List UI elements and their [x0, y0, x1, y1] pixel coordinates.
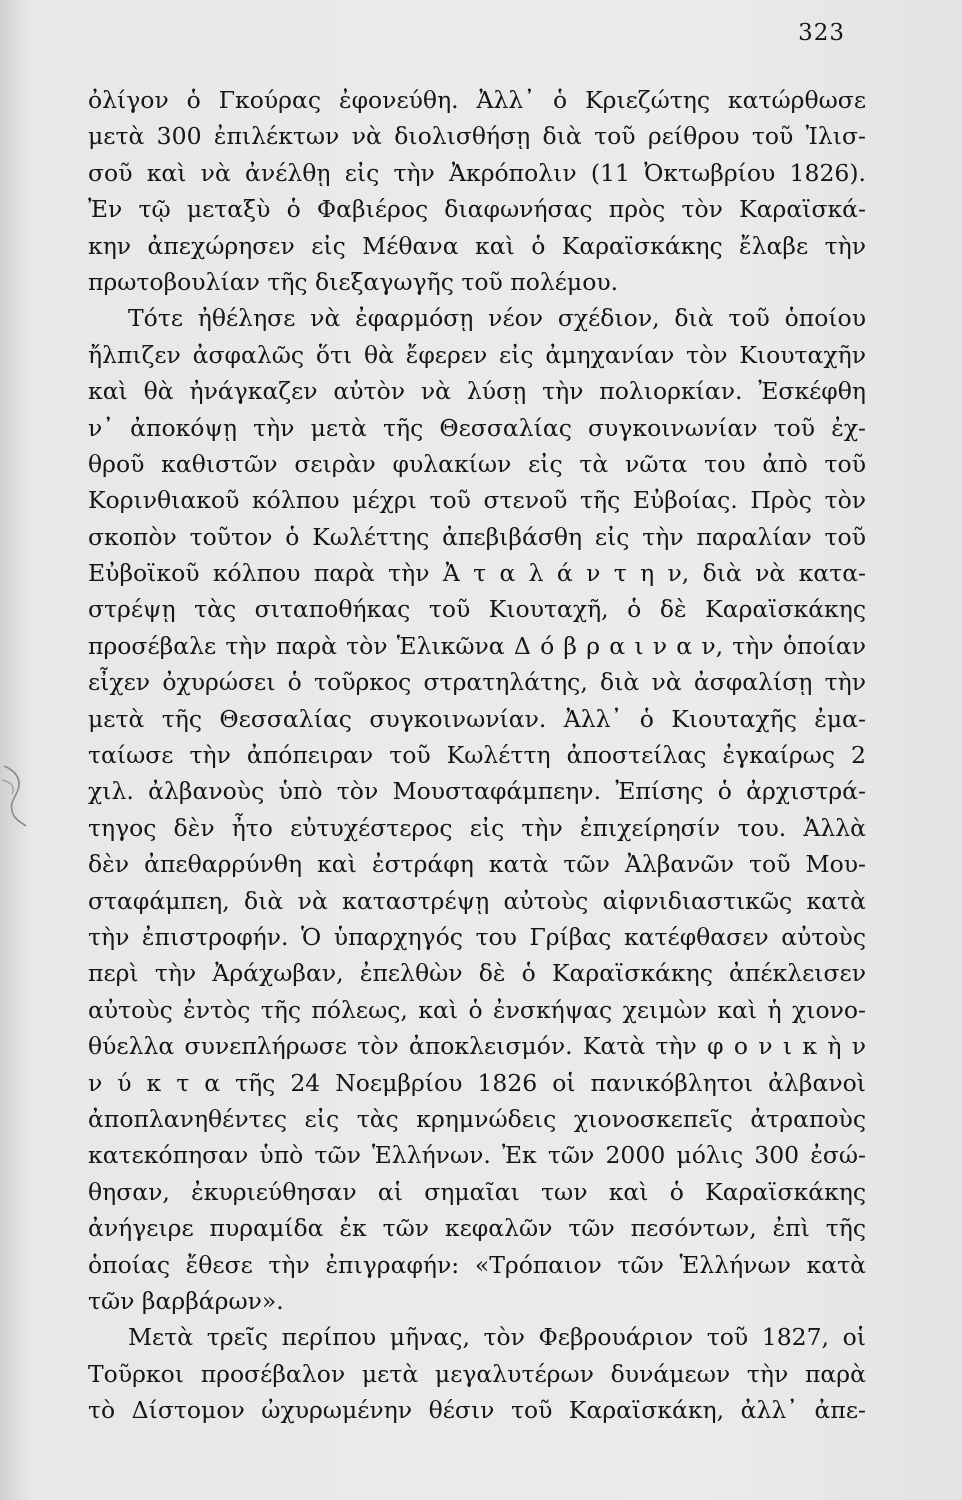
text-line: τὸ Δίστομον ὠχυρωμένην θέσιν τοῦ Καραϊσκάκη, ἀλλ᾽ ἀπε-	[88, 1396, 866, 1425]
text-line: ἀποπλανηθέντες εἰς τὰς κρημνώδεις χιονοσκεπεῖς ἀτραποὺς	[88, 1104, 866, 1133]
text-line: καὶ θὰ ἠνάγκαζεν αὐτὸν νὰ λύσῃ τὴν πολιορκίαν. Ἐσκέφθη	[88, 377, 866, 406]
text-line: δὲν ἀπεθαρρύνθη καὶ ἐστράφη κατὰ τῶν Ἀλβανῶν τοῦ Μου-	[88, 850, 866, 879]
text-line: εἶχεν ὀχυρώσει ὁ τοῦρκος στρατηλάτης, διὰ νὰ ἀσφαλίσῃ τὴν	[88, 668, 866, 697]
text-line: Τοῦρκοι προσέβαλον μετὰ μεγαλυτέρων δυνάμεων τὴν παρὰ	[88, 1359, 866, 1388]
text-line: κην ἀπεχώρησεν εἰς Μέθανα καὶ ὁ Καραϊσκάκης ἔλαβε τὴν	[88, 231, 866, 260]
text-line: κατεκόπησαν ὑπὸ τῶν Ἑλλήνων. Ἐκ τῶν 2000 μόλις 300 ἐσώ-	[88, 1141, 866, 1170]
text-line: ἀνήγειρε πυραμίδα ἐκ τῶν κεφαλῶν τῶν πεσόντων, ἐπὶ τῆς	[88, 1214, 866, 1243]
text-line: θροῦ καθιστῶν σειρὰν φυλακίων εἰς τὰ νῶτα του ἀπὸ τοῦ	[88, 449, 866, 478]
text-line: Κορινθιακοῦ κόλπου μέχρι τοῦ στενοῦ τῆς Εὐβοίας. Πρὸς τὸν	[88, 486, 866, 515]
text-line: θησαν, ἐκυριεύθησαν αἱ σημαῖαι των καὶ ὁ Καραϊσκάκης	[88, 1177, 866, 1206]
text-line: αὐτοὺς ἐντὸς τῆς πόλεως, καὶ ὁ ἐνσκήψας χειμὼν καὶ ἡ χιονο-	[88, 995, 866, 1024]
text-line: ν᾽ ἀποκόψῃ τὴν μετὰ τῆς Θεσσαλίας συγκοινωνίαν τοῦ ἐχ-	[88, 413, 866, 442]
page-number: 323	[798, 20, 845, 46]
text-line: ὀλίγον ὁ Γκούρας ἐφονεύθη. Ἀλλ᾽ ὁ Κριεζώτης κατώρθωσε	[88, 86, 866, 114]
text-line: σοῦ καὶ νὰ ἀνέλθῃ εἰς τὴν Ἀκρόπολιν (11 Ὀκτωβρίου 1826).	[88, 158, 866, 187]
text-line: ἤλπιζεν ἀσφαλῶς ὅτι θὰ ἔφερεν εἰς ἀμηχανίαν τὸν Κιουταχῆν	[88, 340, 866, 369]
text-line: ν ύ κ τ α τῆς 24 Νοεμβρίου 1826 οἱ πανικόβλητοι ἀλβανοὶ	[88, 1068, 866, 1097]
text-line: μετὰ τῆς Θεσσαλίας συγκοινωνίαν. Ἀλλ᾽ ὁ Κιουταχῆς ἐμα-	[88, 704, 866, 733]
text-line: πρωτοβουλίαν τῆς διεξαγωγῆς τοῦ πολέμου.	[88, 267, 619, 296]
text-line: Τότε ἠθέλησε νὰ ἐφαρμόσῃ νέον σχέδιον, διὰ τοῦ ὁποίου	[128, 304, 866, 333]
text-line: τῶν βαρβάρων».	[88, 1286, 284, 1315]
text-line: θύελλα συνεπλήρωσε τὸν ἀποκλεισμόν. Κατὰ τὴν φ ο ν ι κ ὴ ν	[88, 1032, 866, 1061]
margin-pencil-mark	[0, 760, 30, 830]
text-line: τηγος δὲν ἦτο εὐτυχέστερος εἰς τὴν ἐπιχείρησίν του. Ἀλλὰ	[88, 813, 866, 842]
text-line: περὶ τὴν Ἀράχωβαν, ἐπελθὼν δὲ ὁ Καραϊσκάκης ἀπέκλεισεν	[88, 959, 866, 988]
body-text	[88, 82, 866, 1428]
text-line: χιλ. ἀλβανοὺς ὑπὸ τὸν Μουσταφάμπεην. Ἐπίσης ὁ ἀρχιστρά-	[88, 777, 866, 806]
text-line: τὴν ἐπιστροφήν. Ὁ ὑπαρχηγός του Γρίβας κατέφθασεν αὐτοὺς	[88, 922, 866, 951]
text-line: προσέβαλε τὴν παρὰ τὸν Ἑλικῶνα Δ ό β ρ α ι ν α ν, τὴν ὁποίαν	[88, 631, 866, 660]
text-line: μετὰ 300 ἐπιλέκτων νὰ διολισθήσῃ διὰ τοῦ ρείθρου τοῦ Ἰλισ-	[88, 122, 866, 151]
text-line: ταίωσε τὴν ἀπόπειραν τοῦ Κωλέττη ἀποστείλας ἐγκαίρως 2	[88, 741, 866, 770]
text-line: ὁποίας ἔθεσε τὴν ἐπιγραφήν: «Τρόπαιον τῶν Ἑλλήνων κατὰ	[88, 1250, 866, 1279]
text-line: στρέψῃ τὰς σιταποθήκας τοῦ Κιουταχῆ, ὁ δὲ Καραϊσκάκης	[88, 595, 866, 624]
text-line: σταφάμπεη, διὰ νὰ καταστρέψῃ αὐτοὺς αἰφνιδιαστικῶς κατὰ	[88, 886, 866, 915]
text-line: Εὐβοϊκοῦ κόλπου παρὰ τὴν Ἀ τ α λ ά ν τ η ν, διὰ νὰ κατα-	[88, 559, 866, 588]
text-line: σκοπὸν τοῦτον ὁ Κωλέττης ἀπεβιβάσθη εἰς τὴν παραλίαν τοῦ	[88, 522, 866, 551]
text-line: Μετὰ τρεῖς περίπου μῆνας, τὸν Φεβρουάριον τοῦ 1827, οἱ	[128, 1323, 866, 1352]
text-line: Ἐν τῷ μεταξὺ ὁ Φαβιέρος διαφωνήσας πρὸς τὸν Καραϊσκά-	[88, 195, 866, 224]
